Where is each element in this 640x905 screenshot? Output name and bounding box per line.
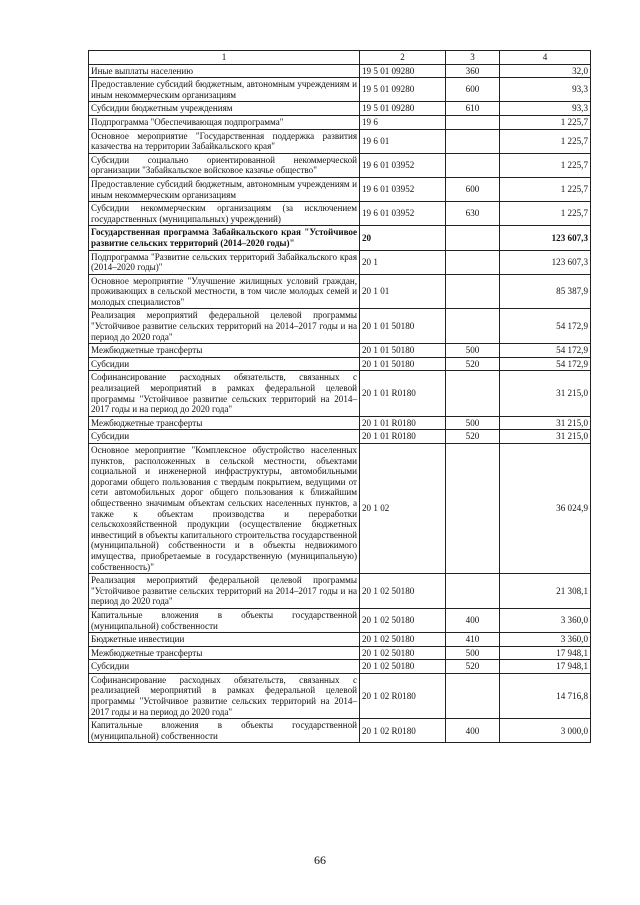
row-amount: 17 948,1 (500, 660, 591, 674)
row-amount: 3 360,0 (500, 608, 591, 632)
row-amount: 85 387,9 (500, 274, 591, 309)
row-code: 19 5 01 09280 (360, 78, 446, 102)
row-code: 20 (360, 226, 446, 250)
page-number: 66 (314, 853, 326, 867)
row-name: Субсидии (89, 357, 360, 371)
row-name: Основное мероприятие "Государственная поддержка развития казачества на территории Забайкальского края" (89, 129, 360, 153)
row-amount: 31 215,0 (500, 416, 591, 430)
row-code: 19 6 01 03952 (360, 202, 446, 226)
table-row (89, 226, 591, 250)
table-row (89, 78, 591, 102)
table-row (89, 202, 591, 226)
row-amount: 3 360,0 (500, 633, 591, 647)
row-amount: 93,3 (500, 102, 591, 116)
row-expense-type: 520 (446, 430, 500, 444)
row-expense-type: 410 (446, 633, 500, 647)
row-amount: 36 024,9 (500, 444, 591, 574)
row-amount: 54 172,9 (500, 309, 591, 344)
row-name: Межбюджетные трансферты (89, 416, 360, 430)
table-row (89, 129, 591, 153)
table-row (89, 344, 591, 358)
row-name: Межбюджетные трансферты (89, 646, 360, 660)
row-amount: 21 308,1 (500, 574, 591, 609)
row-amount: 1 225,7 (500, 177, 591, 201)
row-code: 20 1 02 R0180 (360, 719, 446, 743)
table-header-row (89, 51, 591, 65)
row-amount: 31 215,0 (500, 371, 591, 416)
table-row (89, 646, 591, 660)
row-expense-type: 500 (446, 646, 500, 660)
table-row (89, 177, 591, 201)
row-code: 20 1 02 R0180 (360, 673, 446, 718)
row-name: Подпрограмма "Развитие сельских территорий Забайкальского края (2014–2020 годы)" (89, 250, 360, 274)
row-code: 20 1 01 50180 (360, 309, 446, 344)
row-name: Бюджетные инвестиции (89, 633, 360, 647)
row-expense-type (446, 129, 500, 153)
row-name: Субсидии (89, 660, 360, 674)
row-code: 20 1 02 (360, 444, 446, 574)
row-code: 19 6 (360, 115, 446, 129)
row-name: Субсидии социально ориентированной некоммерческой организации "Забайкальское войсковое казачье общество" (89, 153, 360, 177)
table-row (89, 274, 591, 309)
header-cell-3: 3 (446, 51, 500, 65)
row-expense-type (446, 309, 500, 344)
table-row (89, 102, 591, 116)
row-expense-type (446, 371, 500, 416)
row-expense-type: 600 (446, 177, 500, 201)
row-expense-type (446, 153, 500, 177)
row-name: Подпрограмма "Обеспечивающая подпрограмма" (89, 115, 360, 129)
header-cell-1: 1 (89, 51, 360, 65)
budget-document (88, 50, 590, 743)
table-row (89, 633, 591, 647)
row-code: 20 1 02 50180 (360, 633, 446, 647)
row-amount: 123 607,3 (500, 226, 591, 250)
row-code: 20 1 02 50180 (360, 574, 446, 609)
row-expense-type: 500 (446, 344, 500, 358)
row-code: 20 1 01 (360, 274, 446, 309)
row-name: Межбюджетные трансферты (89, 344, 360, 358)
row-amount: 93,3 (500, 78, 591, 102)
row-expense-type (446, 250, 500, 274)
table-row (89, 309, 591, 344)
row-name: Софинансирование расходных обязательств, связанных с реализацией мероприятий в рамках федеральной целевой программы "Устойчивое развитие сельских территорий на 2014–2017 годы и на период до 2020 года" (89, 371, 360, 416)
row-name: Субсидии бюджетным учреждениям (89, 102, 360, 116)
row-expense-type (446, 574, 500, 609)
row-name: Реализация мероприятий федеральной целевой программы "Устойчивое развитие сельских территорий на 2014–2017 годы и на период до 2020 года" (89, 309, 360, 344)
row-code: 20 1 02 50180 (360, 646, 446, 660)
table-row (89, 574, 591, 609)
row-expense-type: 520 (446, 660, 500, 674)
row-expense-type: 400 (446, 608, 500, 632)
row-amount: 32,0 (500, 64, 591, 78)
row-name: Капитальные вложения в объекты государственной (муниципальной) собственности (89, 719, 360, 743)
row-amount: 14 716,8 (500, 673, 591, 718)
row-expense-type (446, 226, 500, 250)
header-cell-2: 2 (360, 51, 446, 65)
table-row (89, 660, 591, 674)
row-expense-type: 610 (446, 102, 500, 116)
row-code: 20 1 01 50180 (360, 357, 446, 371)
table-row (89, 416, 591, 430)
row-code: 20 1 02 50180 (360, 660, 446, 674)
row-name: Основное мероприятие "Улучшение жилищных условий граждан, проживающих в сельской местности, в том числе молодых семей и молодых специалистов" (89, 274, 360, 309)
row-name: Капитальные вложения в объекты государственной (муниципальной) собственности (89, 608, 360, 632)
row-amount: 1 225,7 (500, 202, 591, 226)
row-code: 19 5 01 09280 (360, 64, 446, 78)
row-code: 20 1 02 50180 (360, 608, 446, 632)
table-row (89, 673, 591, 718)
row-expense-type: 400 (446, 719, 500, 743)
row-name: Государственная программа Забайкальского края "Устойчивое развитие сельских территорий (2014–2020 годы)" (89, 226, 360, 250)
row-expense-type (446, 115, 500, 129)
row-expense-type: 500 (446, 416, 500, 430)
row-code: 20 1 01 R0180 (360, 371, 446, 416)
row-code: 20 1 01 50180 (360, 344, 446, 358)
row-amount: 1 225,7 (500, 129, 591, 153)
table-row (89, 719, 591, 743)
row-amount: 1 225,7 (500, 115, 591, 129)
table-row (89, 608, 591, 632)
row-amount: 17 948,1 (500, 646, 591, 660)
row-amount: 3 000,0 (500, 719, 591, 743)
row-expense-type (446, 444, 500, 574)
row-code: 20 1 (360, 250, 446, 274)
row-expense-type (446, 274, 500, 309)
row-code: 19 5 01 09280 (360, 102, 446, 116)
row-expense-type: 520 (446, 357, 500, 371)
table-row (89, 250, 591, 274)
row-amount: 31 215,0 (500, 430, 591, 444)
row-expense-type: 630 (446, 202, 500, 226)
row-name: Субсидии некоммерческим организациям (за исключением государственных (муниципальных) учреждений) (89, 202, 360, 226)
header-cell-4: 4 (500, 51, 591, 65)
row-name: Предоставление субсидий бюджетным, автономным учреждениям и иным некоммерческим организациям (89, 78, 360, 102)
table-row (89, 64, 591, 78)
table-row (89, 444, 591, 574)
row-amount: 54 172,9 (500, 344, 591, 358)
table-row (89, 357, 591, 371)
row-name: Предоставление субсидий бюджетным, автономным учреждениям и иным некоммерческим организациям (89, 177, 360, 201)
budget-table (88, 50, 591, 743)
row-amount: 1 225,7 (500, 153, 591, 177)
row-expense-type (446, 673, 500, 718)
table-row (89, 430, 591, 444)
table-row (89, 371, 591, 416)
row-name: Реализация мероприятий федеральной целевой программы "Устойчивое развитие сельских территорий на 2014–2017 годы и на период до 2020 года" (89, 574, 360, 609)
row-amount: 54 172,9 (500, 357, 591, 371)
row-code: 20 1 01 R0180 (360, 416, 446, 430)
row-code: 19 6 01 03952 (360, 177, 446, 201)
row-code: 19 6 01 (360, 129, 446, 153)
row-name: Субсидии (89, 430, 360, 444)
budget-table-body (89, 51, 591, 743)
row-name: Основное мероприятие "Комплексное обустройство населенных пунктов, расположенных в сельской местности, объектами социальной и инженерной инфраструктуры, автомобильными дорогами общего пользования с твердым покрытием, ведущими от сети автомобильных дорог общего пользования к ближайшим общественно значимым объектам сельских населенных пунктов, а также к объектам производства и переработки сельскохозяйственной продукции (осуществление бюджетных инвестиций в объекты капитального строительства государственной (муниципальной) собственности и в объекты недвижимого имущества, приобретаемые в государственную (муниципальную) собственность)" (89, 444, 360, 574)
row-name: Софинансирование расходных обязательств, связанных с реализацией мероприятий в рамках федеральной целевой программы "Устойчивое развитие сельских территорий на 2014–2017 годы и на период до 2020 года" (89, 673, 360, 718)
table-row (89, 115, 591, 129)
row-expense-type: 360 (446, 64, 500, 78)
row-name: Иные выплаты населению (89, 64, 360, 78)
row-amount: 123 607,3 (500, 250, 591, 274)
row-expense-type: 600 (446, 78, 500, 102)
row-code: 19 6 01 03952 (360, 153, 446, 177)
row-code: 20 1 01 R0180 (360, 430, 446, 444)
table-row (89, 153, 591, 177)
